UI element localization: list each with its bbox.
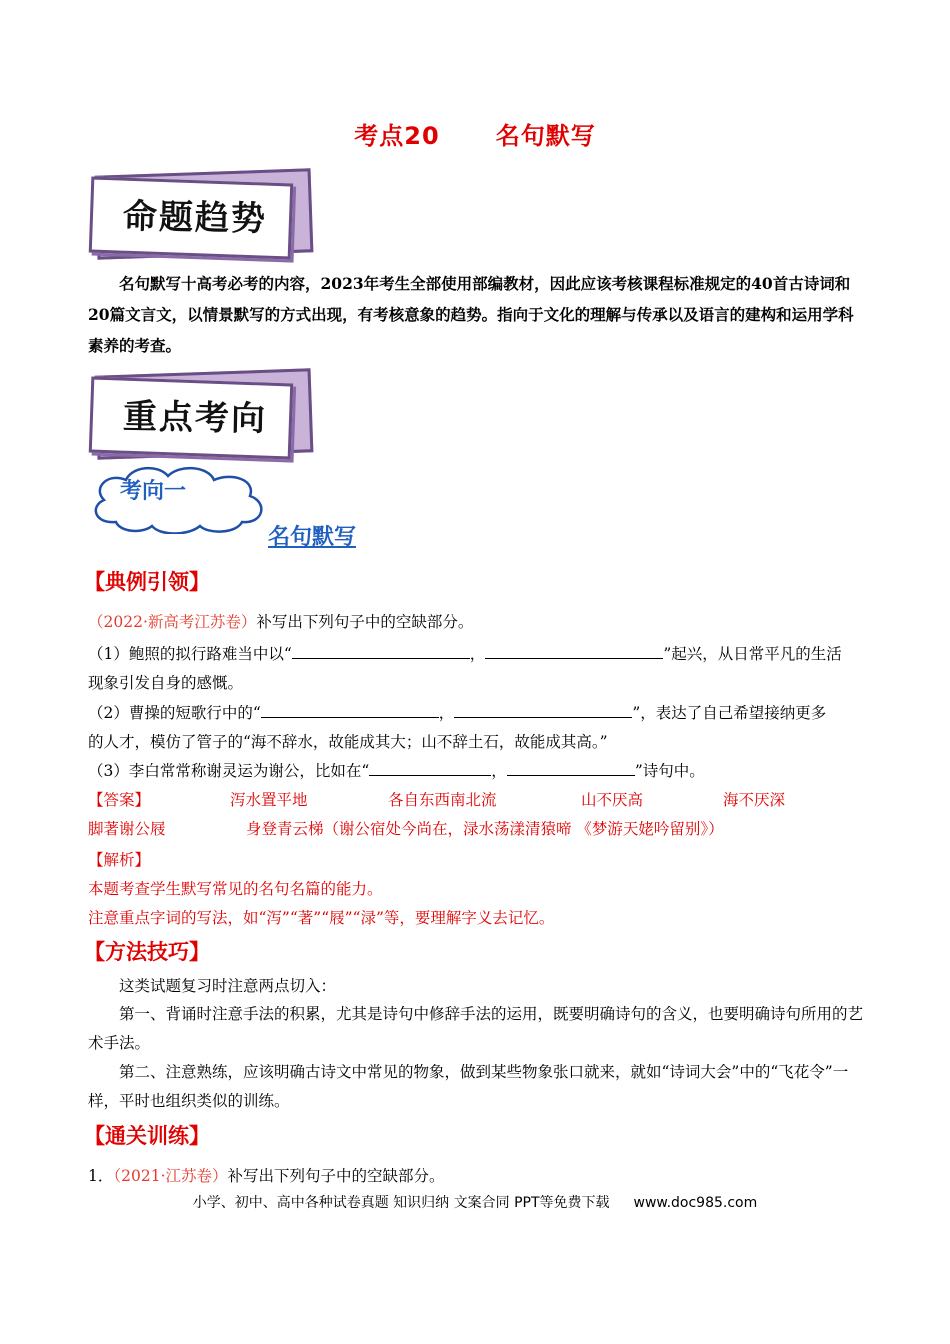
focus-banner	[90, 372, 310, 462]
question-3-text: （3）李白常常称谢灵运为谢公，比如在“	[88, 762, 370, 780]
separator: ，	[491, 762, 507, 780]
training-prompt: 补写出下列句子中的空缺部分。	[227, 1167, 445, 1185]
example-source-line	[88, 608, 878, 637]
method-paragraph-3: 第二、注意熟练，应该明确古诗文中常见的物象，做到某些物象张口就来，就如“诗词大会”中的“飞花令”一样，平时也组织类似的训练。	[88, 1063, 849, 1110]
answer-item: 各自东西南北流	[388, 791, 497, 809]
direction-cloud-label: 考向一	[120, 479, 187, 504]
analysis-line-2: 注意重点字词的写法，如“泻”“著”“屐”“渌”等，要理解字义去记忆。	[88, 909, 555, 927]
answer-item: 身登青云梯（谢公宿处今尚在，渌水荡漾清猿啼 《梦游天姥吟留别》）	[246, 820, 724, 838]
blank-field[interactable]	[507, 759, 635, 776]
question-1-line-1	[88, 640, 878, 669]
focus-banner-label: 重点考向	[122, 396, 268, 440]
question-1-text: （1）鲍照的拟行路难当中以“	[88, 645, 292, 663]
footer-site-link[interactable]: www.doc985.com	[633, 1195, 758, 1211]
question-number: 1．	[88, 1167, 114, 1185]
question-2-line-1	[88, 699, 878, 728]
page-footer	[0, 1192, 950, 1212]
blank-field[interactable]	[261, 701, 439, 718]
example-heading: 【典例引领】	[84, 570, 210, 594]
method-heading: 【方法技巧】	[84, 940, 210, 964]
trend-banner	[90, 172, 310, 262]
answer-item: 脚著谢公屐	[88, 820, 166, 838]
question-3-text: ”诗句中。	[634, 762, 705, 780]
analysis-label: 【解析】	[88, 851, 151, 869]
method-paragraph-1: 这类试题复习时注意两点切入：	[119, 977, 337, 995]
direction-title[interactable]: 名句默写	[268, 525, 357, 550]
example-source: （2022·新高考江苏卷）	[88, 613, 257, 631]
question-1-line-2: 现象引发自身的感慨。	[88, 674, 244, 692]
answer-item: 海不厌深	[723, 791, 786, 809]
blank-field[interactable]	[369, 759, 491, 776]
analysis-line-1: 本题考查学生默写常见的名句名篇的能力。	[88, 880, 383, 898]
blank-field[interactable]	[454, 701, 632, 718]
footer-text: 小学、初中、高中各种试卷真题 知识归纳 文案合同 PPT等免费下载	[192, 1195, 610, 1211]
answer-block	[0, 788, 950, 848]
example-prompt: 补写出下列句子中的空缺部分。	[256, 613, 474, 631]
question-2-text: ”，表达了自己希望接纳更多	[632, 704, 827, 722]
title-topic-name: 名句默写	[495, 122, 596, 150]
answer-label: 【答案】	[88, 791, 151, 809]
method-paragraph-2: 第一、背诵时注意手法的积累，尤其是诗句中修辞手法的运用，既要明确诗句的含义，也要明确诗句所用的艺术手法。	[88, 1005, 864, 1052]
question-1-text: ”起兴，从日常平凡的生活	[663, 645, 842, 663]
question-2-line-2: 的人才，模仿了管子的“海不辞水，故能成其大；山不辞土石，故能成其高。”	[88, 733, 608, 751]
question-3-line	[88, 757, 878, 786]
answer-item: 泻水置平地	[230, 791, 308, 809]
blank-field[interactable]	[292, 642, 470, 659]
trend-banner-label: 命题趋势	[122, 196, 268, 240]
question-2-text: （2）曹操的短歌行中的“	[88, 704, 261, 722]
trend-paragraph: 名句默写十高考必考的内容，2023年考生全部使用部编教材，因此应该考核课程标准规定的40首古诗词和20篇文言文，以情景默写的方式出现，有考核意象的趋势。指向于文化的理解与传承以及语言的建构和运用学科素养的考查。	[88, 274, 854, 355]
training-question-1	[88, 1162, 878, 1191]
blank-field[interactable]	[485, 642, 663, 659]
page-title	[0, 116, 950, 151]
answer-item: 山不厌高	[581, 791, 644, 809]
separator: ，	[438, 704, 455, 722]
title-topic-number: 考点20	[354, 122, 440, 150]
training-source: （2021·江苏卷）	[113, 1167, 228, 1185]
training-heading: 【通关训练】	[84, 1124, 210, 1148]
separator: ，	[469, 645, 486, 663]
